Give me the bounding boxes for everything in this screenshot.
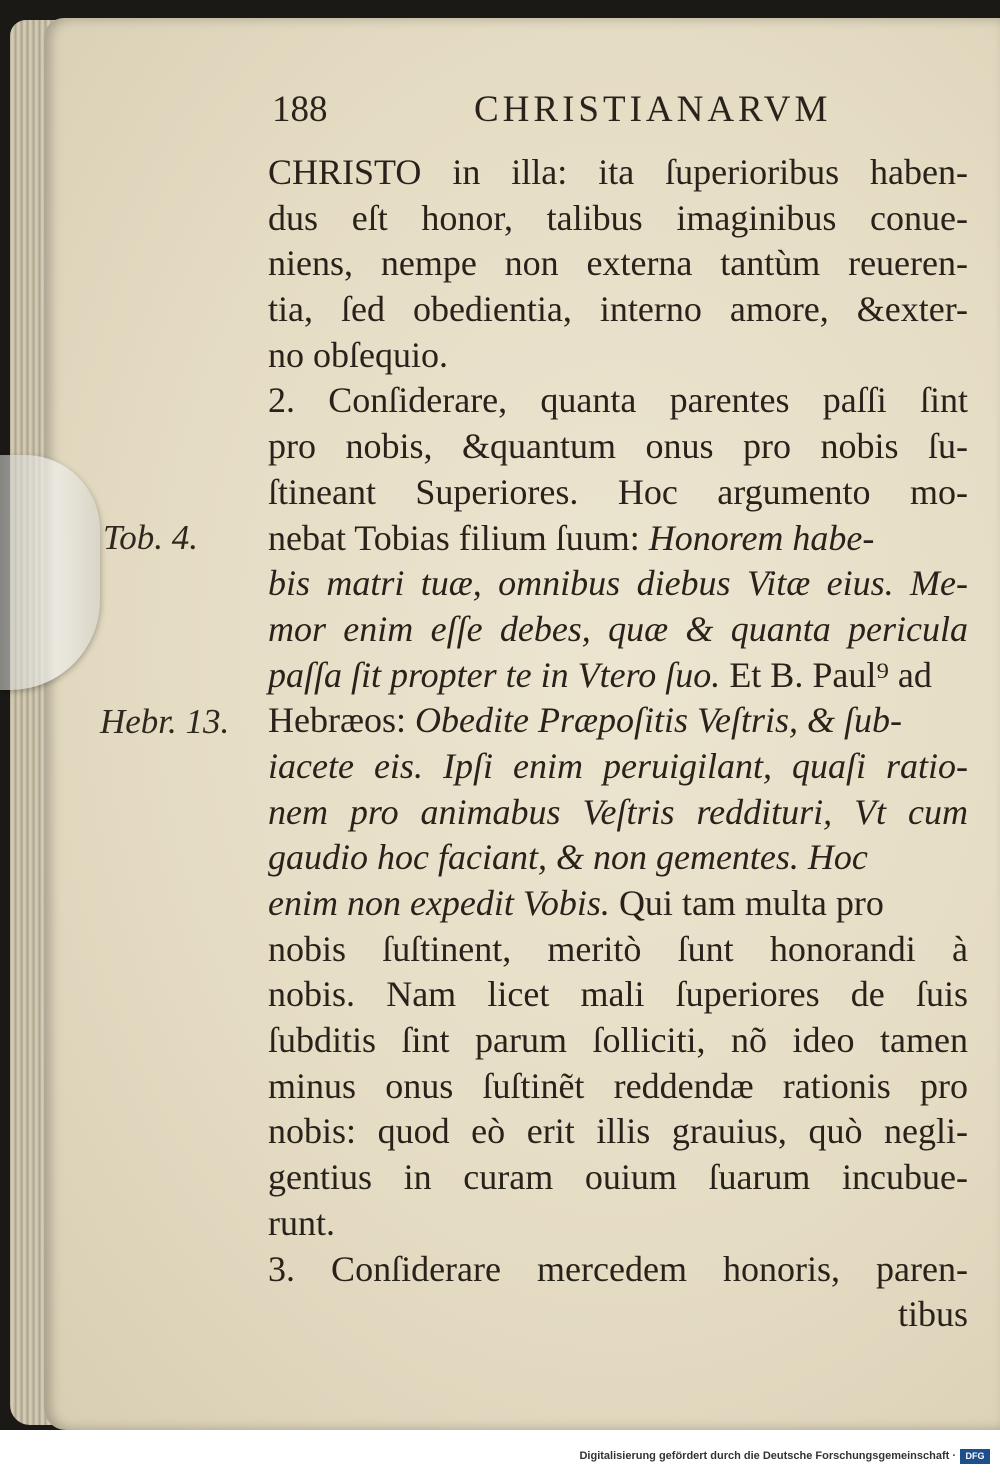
text-fragment: nebat Tobias filium ſuum: (268, 517, 640, 558)
catchword: tibus (897, 1294, 968, 1335)
page-header (272, 88, 832, 138)
text-fragment: Qui tam multa pro (618, 883, 884, 923)
text-line (268, 698, 968, 744)
text-line: niens, nempe non externa tantùm reueren- (268, 243, 968, 284)
page-number: 188 (272, 89, 328, 130)
body-text (268, 150, 968, 1338)
text-line: iacete eis. Ipſi enim peruigilant, quaſi ratio- (268, 745, 968, 786)
text-line: 2. Conſiderare, quanta parentes paſſi ſint (268, 380, 968, 421)
text-line: nem pro animabus Veſtris reddituri, Vt cum (268, 791, 968, 832)
margin-note-tobit: Tob. 4. (103, 518, 199, 557)
footer-credit: Digitalisierung gefördert durch die Deutsche Forschungsgemeinschaft · (579, 1450, 956, 1462)
text-line: mor enim eſſe debes, quæ & quanta pericula (268, 608, 968, 649)
italic-fragment: gaudio hoc faciant, & non gementes. (268, 837, 799, 878)
margin-note-hebrews: Hebr. 13. (100, 702, 230, 741)
text-line: CHRISTO in illa: ita ſuperioribus haben- (268, 152, 968, 192)
italic-fragment: Obedite Præpoſitis Veſtris, & ſub- (415, 700, 902, 741)
text-line: tia, ſed obedientia, interno amore, &exter- (268, 289, 968, 330)
text-line: gentius in curam ouium ſuarum incubue- (268, 1157, 968, 1198)
text-line: bis matri tuæ, omnibus diebus Vitæ eius. Me- (268, 563, 968, 604)
italic-fragment: paſſa ſit propter te in Vtero ſuo. (268, 654, 721, 695)
text-line (268, 881, 968, 927)
text-line: ſubditis ſint parum ſolliciti, nõ ideo tamen (268, 1020, 968, 1061)
text-line: nobis: quod eò erit illis grauius, quò negli- (268, 1111, 968, 1152)
text-line: runt. (268, 1202, 335, 1243)
text-line: ſtineant Superiores. Hoc argumento mo- (268, 471, 968, 512)
text-fragment: Hebræos: (268, 700, 406, 741)
text-line (268, 835, 968, 881)
text-line: dus eſt honor, talibus imaginibus conue- (268, 197, 968, 238)
dfg-logo-icon: DFG (960, 1449, 990, 1464)
text-line: nobis ſuſtinent, meritò ſunt honorandi à (268, 928, 968, 969)
text-line (268, 653, 968, 699)
text-line: no obſequio. (268, 334, 448, 375)
footer-bar (0, 1430, 1000, 1477)
italic-fragment: enim non expedit Vobis. (268, 883, 610, 923)
italic-fragment: Hoc (807, 837, 868, 878)
text-line: pro nobis, &quantum onus pro nobis ſu- (268, 426, 968, 467)
text-line: minus onus ſuſtinẽt reddendæ rationis pro (268, 1065, 968, 1106)
text-line: 3. Conſiderare mercedem honoris, paren- (268, 1248, 968, 1289)
italic-fragment: Honorem habe- (648, 517, 875, 558)
text-fragment: Et B. Paul⁹ ad (729, 654, 932, 695)
text-line: nobis. Nam licet mali ſuperiores de ſuis (268, 974, 968, 1015)
running-title: CHRISTIANARVM (474, 89, 832, 130)
text-line (268, 516, 968, 562)
